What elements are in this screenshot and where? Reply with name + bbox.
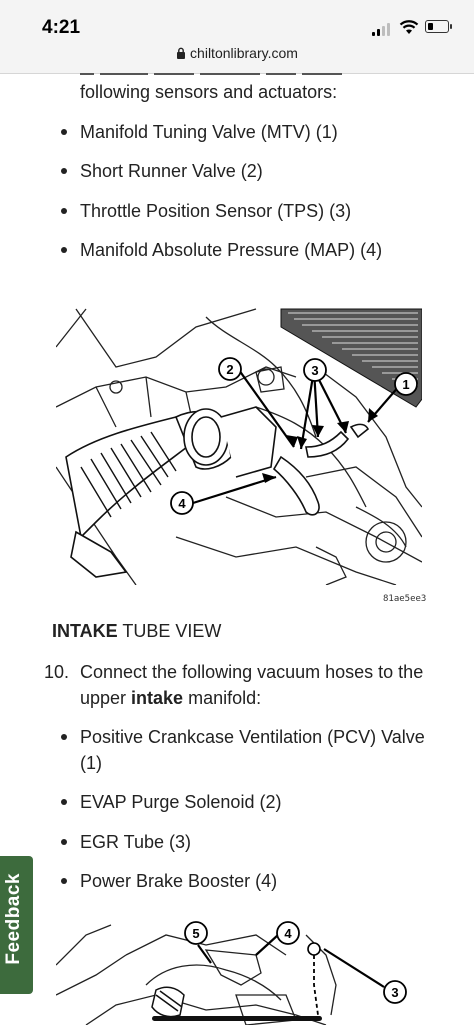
feedback-tab[interactable] xyxy=(0,856,33,994)
step-text-suffix: manifold: xyxy=(183,688,262,708)
bullet-icon xyxy=(61,168,67,174)
list-item: Manifold Absolute Pressure (MAP) (4) xyxy=(80,240,383,260)
wifi-icon xyxy=(399,19,419,35)
list-item-continued: (1) xyxy=(80,753,102,773)
bullet-icon xyxy=(61,878,67,884)
bullet-icon xyxy=(61,734,67,740)
status-time: 4:21 xyxy=(42,17,81,38)
callout-label: 3 xyxy=(391,985,399,1000)
bullet-icon xyxy=(61,129,67,135)
callout-label: 4 xyxy=(178,496,186,511)
feedback-label: Feedback xyxy=(3,873,24,965)
caption-bold: INTAKE xyxy=(52,621,118,641)
bullet-icon xyxy=(61,839,67,845)
browser-chrome xyxy=(0,0,474,74)
list-item: Throttle Position Sensor (TPS) (3) xyxy=(80,201,352,221)
list-item: Power Brake Booster (4) xyxy=(80,871,278,891)
step-number: 10. xyxy=(44,662,70,682)
figure-code: 81ae5ee3 xyxy=(383,594,427,604)
callout-label: 4 xyxy=(284,926,292,941)
battery-icon xyxy=(425,20,449,33)
step-text-line2 xyxy=(80,685,261,711)
home-indicator[interactable] xyxy=(152,1016,322,1021)
bullet-icon xyxy=(61,799,67,805)
battery-level xyxy=(428,23,433,30)
figure-caption xyxy=(52,621,221,642)
callout-label: 3 xyxy=(311,363,319,378)
clipped-text-line xyxy=(80,73,380,77)
list-item: EVAP Purge Solenoid (2) xyxy=(80,792,282,812)
step-text-line1: Connect the following vacuum hoses to the xyxy=(80,662,424,682)
bullet-icon xyxy=(61,247,67,253)
caption-rest: TUBE VIEW xyxy=(117,621,222,641)
url-text: chiltonlibrary.com xyxy=(190,45,298,61)
list-item: Manifold Tuning Valve (MTV) (1) xyxy=(80,122,338,142)
url-bar[interactable] xyxy=(0,45,474,61)
list-item: Positive Crankcase Ventilation (PCV) Valve xyxy=(80,727,425,747)
section-intro: following sensors and actuators: xyxy=(80,82,338,102)
lock-icon xyxy=(176,47,186,59)
list-item: EGR Tube (3) xyxy=(80,832,192,852)
callout-label: 5 xyxy=(192,926,200,941)
bullet-icon xyxy=(61,208,67,214)
callout-label: 2 xyxy=(226,362,234,377)
callout-label: 1 xyxy=(402,377,410,392)
step-text-prefix: upper xyxy=(80,688,132,708)
vacuum-hose-diagram xyxy=(56,915,422,1025)
step-text-bold: intake xyxy=(131,688,184,708)
cellular-signal-icon xyxy=(372,22,392,36)
list-item: Short Runner Valve (2) xyxy=(80,161,263,181)
intake-tube-diagram xyxy=(56,307,422,585)
